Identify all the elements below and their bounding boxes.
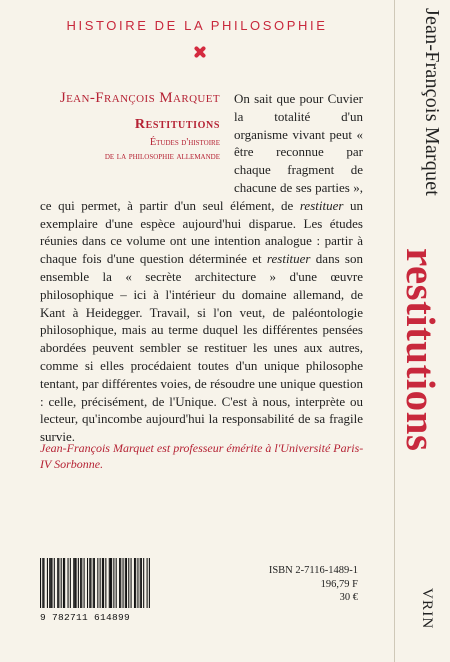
barcode-bar: [74, 558, 75, 608]
barcode-bar: [87, 558, 88, 608]
isbn-number: ISBN 2-7116-1489-1: [268, 565, 358, 576]
spine-fold-line: [394, 0, 395, 662]
barcode-bar: [109, 558, 110, 608]
barcode-bar: [126, 558, 127, 608]
blurb-text: [40, 90, 363, 446]
barcode-bar: [43, 558, 44, 608]
barcode-icon: [40, 558, 150, 608]
spine-title: restitutions: [398, 248, 444, 452]
subtitle-line-2: de la philosophie allemande: [104, 151, 220, 162]
author-name: Jean-François Marquet: [59, 90, 220, 106]
ornament-diamond-icon: [190, 42, 210, 62]
barcode-bar: [42, 558, 43, 608]
barcode-bar: [54, 558, 55, 608]
barcode-bar: [81, 558, 82, 608]
blurb-float-spacer: [40, 90, 234, 188]
barcode-bar: [102, 558, 103, 608]
barcode-bar: [120, 558, 121, 608]
barcode-bar: [119, 558, 120, 608]
barcode-bar: [51, 558, 52, 608]
barcode-bar: [40, 558, 41, 608]
barcode-bar: [78, 558, 79, 608]
barcode-bar: [76, 558, 77, 608]
barcode-bar: [93, 558, 94, 608]
spine-author: Jean-François Marquet: [421, 8, 443, 197]
barcode-bar: [137, 558, 138, 608]
barcode-bar: [61, 558, 62, 608]
barcode-bar: [97, 558, 98, 608]
barcode-bar: [131, 558, 132, 608]
barcode-bar: [123, 558, 124, 608]
barcode-bar: [70, 558, 71, 608]
barcode-bar: [89, 558, 90, 608]
barcode-digits: 9 782711 614899: [40, 612, 131, 623]
barcode-bar: [134, 558, 135, 608]
barcode-bar: [47, 558, 48, 608]
barcode-bar: [63, 558, 64, 608]
barcode-bar: [105, 558, 106, 608]
barcode-bar: [94, 558, 95, 608]
barcode-bar: [100, 558, 101, 608]
barcode-bar: [90, 558, 91, 608]
barcode-bar: [128, 558, 129, 608]
blurb-part-3: dans son ensemble la « secrète architecture » d'une œuvre philosophique – ici à l'intérieur du domaine allemand, de Kant à Heidegger. Travail, si l'on veut, de paléontologie philosophique, mais au terme duquel les différentes pensées abordées peuvent sembler se restituer les unes aux autres, comme si elles procédaient toutes d'un unique philosophe tentant, par différentes voies, de résoudre une unique question : celle, précisément, de l'Unique. C'est à nous, interprète ou lecteur, qu'incombe aujourd'hui la responsabilité de sa fragile survie.: [40, 251, 363, 445]
barcode-bar: [149, 558, 150, 608]
series-title: HISTOIRE DE LA PHILOSOPHIE: [66, 18, 328, 33]
barcode-bar: [125, 558, 126, 608]
blurb-emphasis-1: restituer: [299, 197, 344, 213]
blurb-emphasis-2: restituer: [266, 251, 311, 267]
barcode-bar: [84, 558, 85, 608]
barcode-bar: [64, 558, 65, 608]
barcode-bar: [113, 558, 114, 608]
barcode-bar: [111, 558, 112, 608]
blurb-part-1: On sait que pour Cuvier la totalité d'un organisme vivant peut « être reconnue par chaque fragment de chacune de ses parties », ce qui permet, à partir d'un seul élément, de: [40, 91, 363, 213]
barcode-bar: [80, 558, 81, 608]
author-bio: Jean-François Marquet est professeur émérite à l'Université Paris-IV Sorbonne.: [40, 441, 364, 471]
barcode-bar: [58, 558, 59, 608]
isbn-price-block: [269, 564, 358, 605]
subtitle-line-1: Études d'histoire: [149, 137, 220, 148]
barcode-bar: [68, 558, 69, 608]
barcode-bar: [73, 558, 74, 608]
barcode-bar: [135, 558, 136, 608]
book-title: Restitutions: [134, 117, 220, 132]
barcode-bar: [140, 558, 141, 608]
barcode-bar: [49, 558, 50, 608]
spine-publisher: VRIN: [419, 588, 435, 630]
barcode-bar: [57, 558, 58, 608]
barcode-bar: [103, 558, 104, 608]
barcode-bar: [116, 558, 117, 608]
barcode-bar: [110, 558, 111, 608]
barcode-bar: [50, 558, 51, 608]
barcode-bar: [147, 558, 148, 608]
price-francs: 196,79 F: [320, 578, 358, 590]
barcode-bar: [143, 558, 144, 608]
price-euros: 30 €: [339, 592, 358, 603]
barcode-bar: [141, 558, 142, 608]
blurb-part-2: un exemplaire d'une espèce aujourd'hui disparue. Les études réunies dans ce volume ont une intention analogue : partir à chaque fois d'une question déterminée et: [40, 197, 363, 267]
